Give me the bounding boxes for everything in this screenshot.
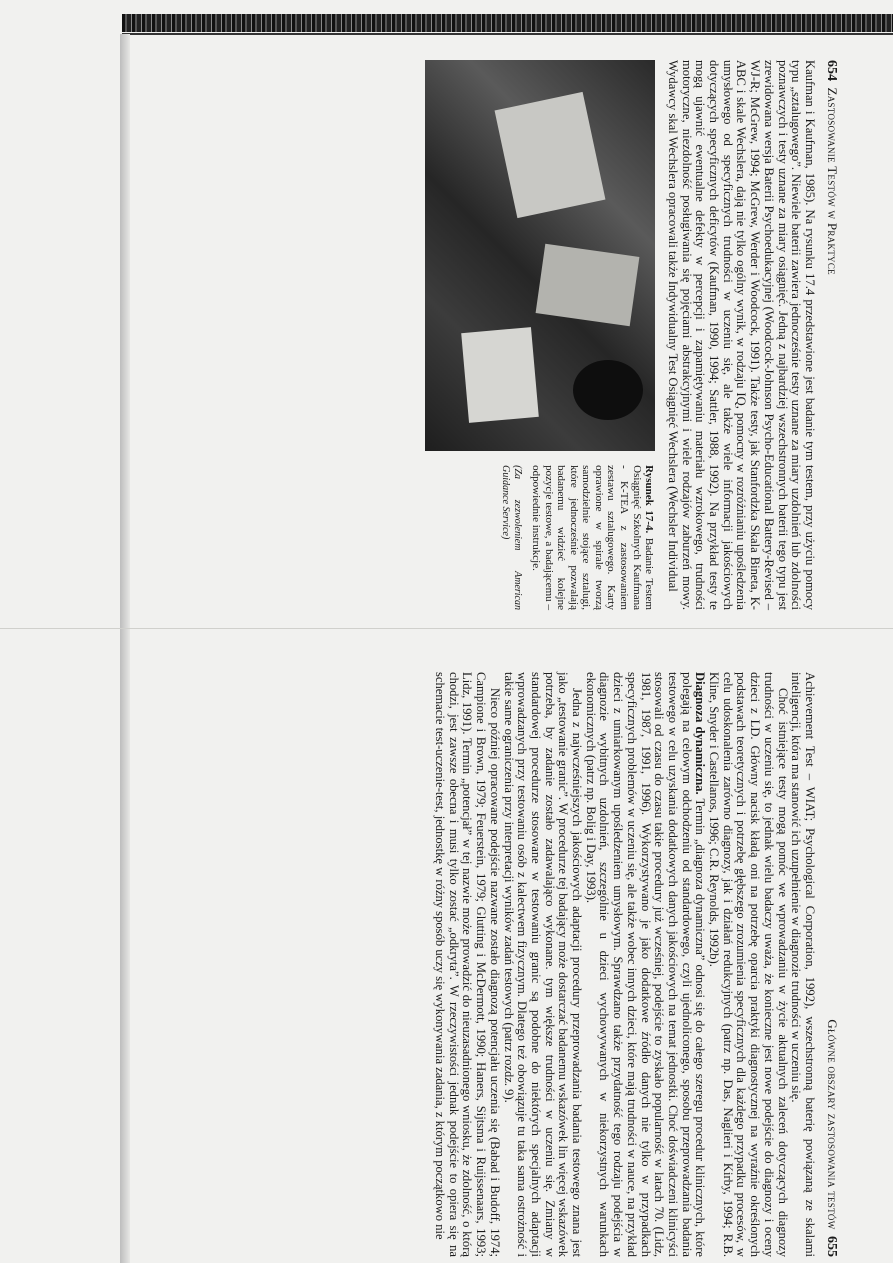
running-head: Zastosowanie Testów w Praktyce [825, 87, 840, 275]
page-655 [140, 672, 840, 1257]
paragraph: Choć istniejące testy mogą pomóc we wprowadzaniu w życie aktualnych zaleceń dotyczących diagnozy trudności w uczeniu się, to jednak wielu badaczy uważa, że konieczne jest nowe podejście do diagnozy i oceny dzieci z LD. Główny nacisk kładą oni na potrzebę oparcia praktyki diagnostycznej na wyraźnie określonych podstawach teoretycznych i potrzebę głębszego zrozumienia specyficznych dla każdego przypadku procesów, w celu udoskonalenia zarówno diagnozy, jak i działań redukcyjnych (patrz np. Das, Naglieri i Kirby, 1994; R.B. Kline, Snyder i Castellanos, 1996; C.R. Reynolds, 1992b). [707, 672, 790, 1257]
figure-source: (Za zezwoleniem American Guidance Service) [499, 465, 524, 610]
caption-label: Rysunek 17-4. [643, 465, 656, 534]
running-header [824, 60, 840, 610]
paragraph: Nieco później opracowane podejście nazwane zostało diagnozą potencjału uczenia się (Babad i Budoff, 1974; Campione i Brown, 1979; Feuerstein, 1979; Glutting i McDermott, 1990; Haners, Sijtsma i Ruijssenaars, 1993; Lidz, 1991). Termin „potencjał” w tej nazwie może prowadzić do nieuzasadnionego wniosku, że zdolność, o którą chodzi, jest zawsze obecna i musi tylko zostać „odkryta”. W rzeczywistości jednak podejście to opiera się na schemacie test-uczenie-test, jednostkę w różny sposób uczy się wykonywania zadania, z którym początkowo nie [433, 672, 502, 1257]
book-binding-edge [120, 34, 130, 1263]
paragraph: Termin „diagnoza dynamiczna” odnosi się do całego szeregu procedur klinicznych, które polegają na celowym odchodzeniu od standardowego, czyli ujednoliconego, sposobu przeprowadzania badania testowego w celu uzyskania dodatkowych danych jakościowych na temat jednostki. Choć doświadczeni klinicyści stosowali od czasu do czasu takie procedury już wcześniej, podejście to zyskało popularność w latach 70. (Lidz, 1981, 1987, 1991, 1996). Wykorzystywano je jako dodatkowe źródło danych nie tylko w przypadkach specyficznych problemów w uczeniu się, ale także wobec innych dzieci, które mają trudności w nauce, na przykład dzieci z umiarkowanym upośledzeniem umysłowym. Sprawdzano także przydatność tego rodzaju podejścia w diagnozie wybitnych uzdolnień, szczególnie u dzieci wychowywanych w niekorzystnych warunkach ekonomicznych (patrz np. Bolig i Day, 1993). [583, 672, 708, 1258]
answer-sheet [461, 327, 539, 423]
body-text [665, 60, 816, 610]
scan-top-rule [122, 33, 893, 35]
page-number: 654 [824, 60, 839, 81]
easel-card [536, 244, 640, 327]
scan-top-edge [122, 14, 893, 32]
easel-card [495, 92, 606, 218]
paragraph: Jedna z najwcześniejszych jakościowych adaptacji procedury przeprowadzania badania testowego znana jest jako „testowanie granic”. W procedurze tej badający może dostarczać badanemu wskazówek lin więcej wskazówek potrzeba, by zadanie zostało zadawalająco wykonane. tym większe trudności w uczeniu się. Zmiany w standardowej procedurze stosowane w testowaniu granic są podobne do niektórych specjalnych adaptacji wprowadzanych przy testowaniu osób z kalectwem fizycznym. Dlatego też obowiązuje tu taka sama ostrożność i takie same ograniczenia przy interpretacji wyników zadań testowych (patrz rozdz. 9). [501, 672, 585, 1257]
body-text [432, 672, 816, 1257]
page-number: 655 [824, 1236, 839, 1257]
figure-caption [425, 465, 655, 610]
examinee-silhouette [573, 360, 643, 420]
running-head: Główne obszary zastosowania testów [825, 1019, 840, 1230]
page-654 [140, 60, 840, 610]
paragraph: Achievement Test – WIAT; Psychological Corporation, 1992), wszechstronną baterię powiązaną ze skalami inteligencji, która ma stanowić ich uzupełnienie w diagnozie trudności w uczeniu się. [789, 672, 817, 1257]
figure-17-4 [425, 60, 655, 610]
section-heading: Diagnoza dynamiczna. [693, 672, 708, 795]
running-header [824, 672, 840, 1257]
figure-photo [425, 60, 655, 451]
page-separator [0, 628, 893, 629]
paragraph: Kaufman i Kaufman, 1985). Na rysunku 17.4 przedstawione jest badanie tym testem, przy użyciu pomocy typu „sztalugowego”. Niewiele baterii zawiera jednocześnie testy uznane za miary uzdolnień lub zdolności poznawczych i testy uznane za miary osiągnięć. Jedną z najbardziej wszechstronnych baterii tego typu jest zrewidowana wersja Baterii Psychoedukacyjnej (Woodcock-Johnson Psycho-Educational Battery-Revised – WJ-R; McGrew, 1994; McGrew, Werder i Woodcock, 1991). Także testy, jak Stanfordzka Skala Bineta, K-ABC i skale Wechslera, dają nie tylko ogólny wynik, w rodzaju IQ, pomocny w rozróżnianiu upośledzenia umysłowego od specyficznych trudności w uczeniu się, ale także wiele informacji jakościowych dotyczących specyficznych deficytów (Kaufman, 1990, 1994; Sattler, 1988, 1992). Na przykład testy te mogą ujawnić ewentualne defekty w percepcji i zapamiętywaniu materiału wzrokowego, trudności motoryczne, niezdolność posługiwania się pojęciami abstrakcyjnymi i wiele rodzajów zaburzeń mowy. Wydawcy skal Wechslera opracowali także Indywidualny Test Osiągnięć Wechslera (Wechsler Individual [665, 60, 817, 610]
caption-text: Badanie Testem Osiągnięć Szkolnych Kaufmana - K-TEA z zastosowaniem zestawu sztalugowego. Karty oprawione w spirale tworzą samodzielnie stojące sztalugi, które jednocześnie pozwalają badanemu widzieć kolejne pozycje testowe, a badającemu – odpowiednie instrukcje. [529, 465, 656, 610]
